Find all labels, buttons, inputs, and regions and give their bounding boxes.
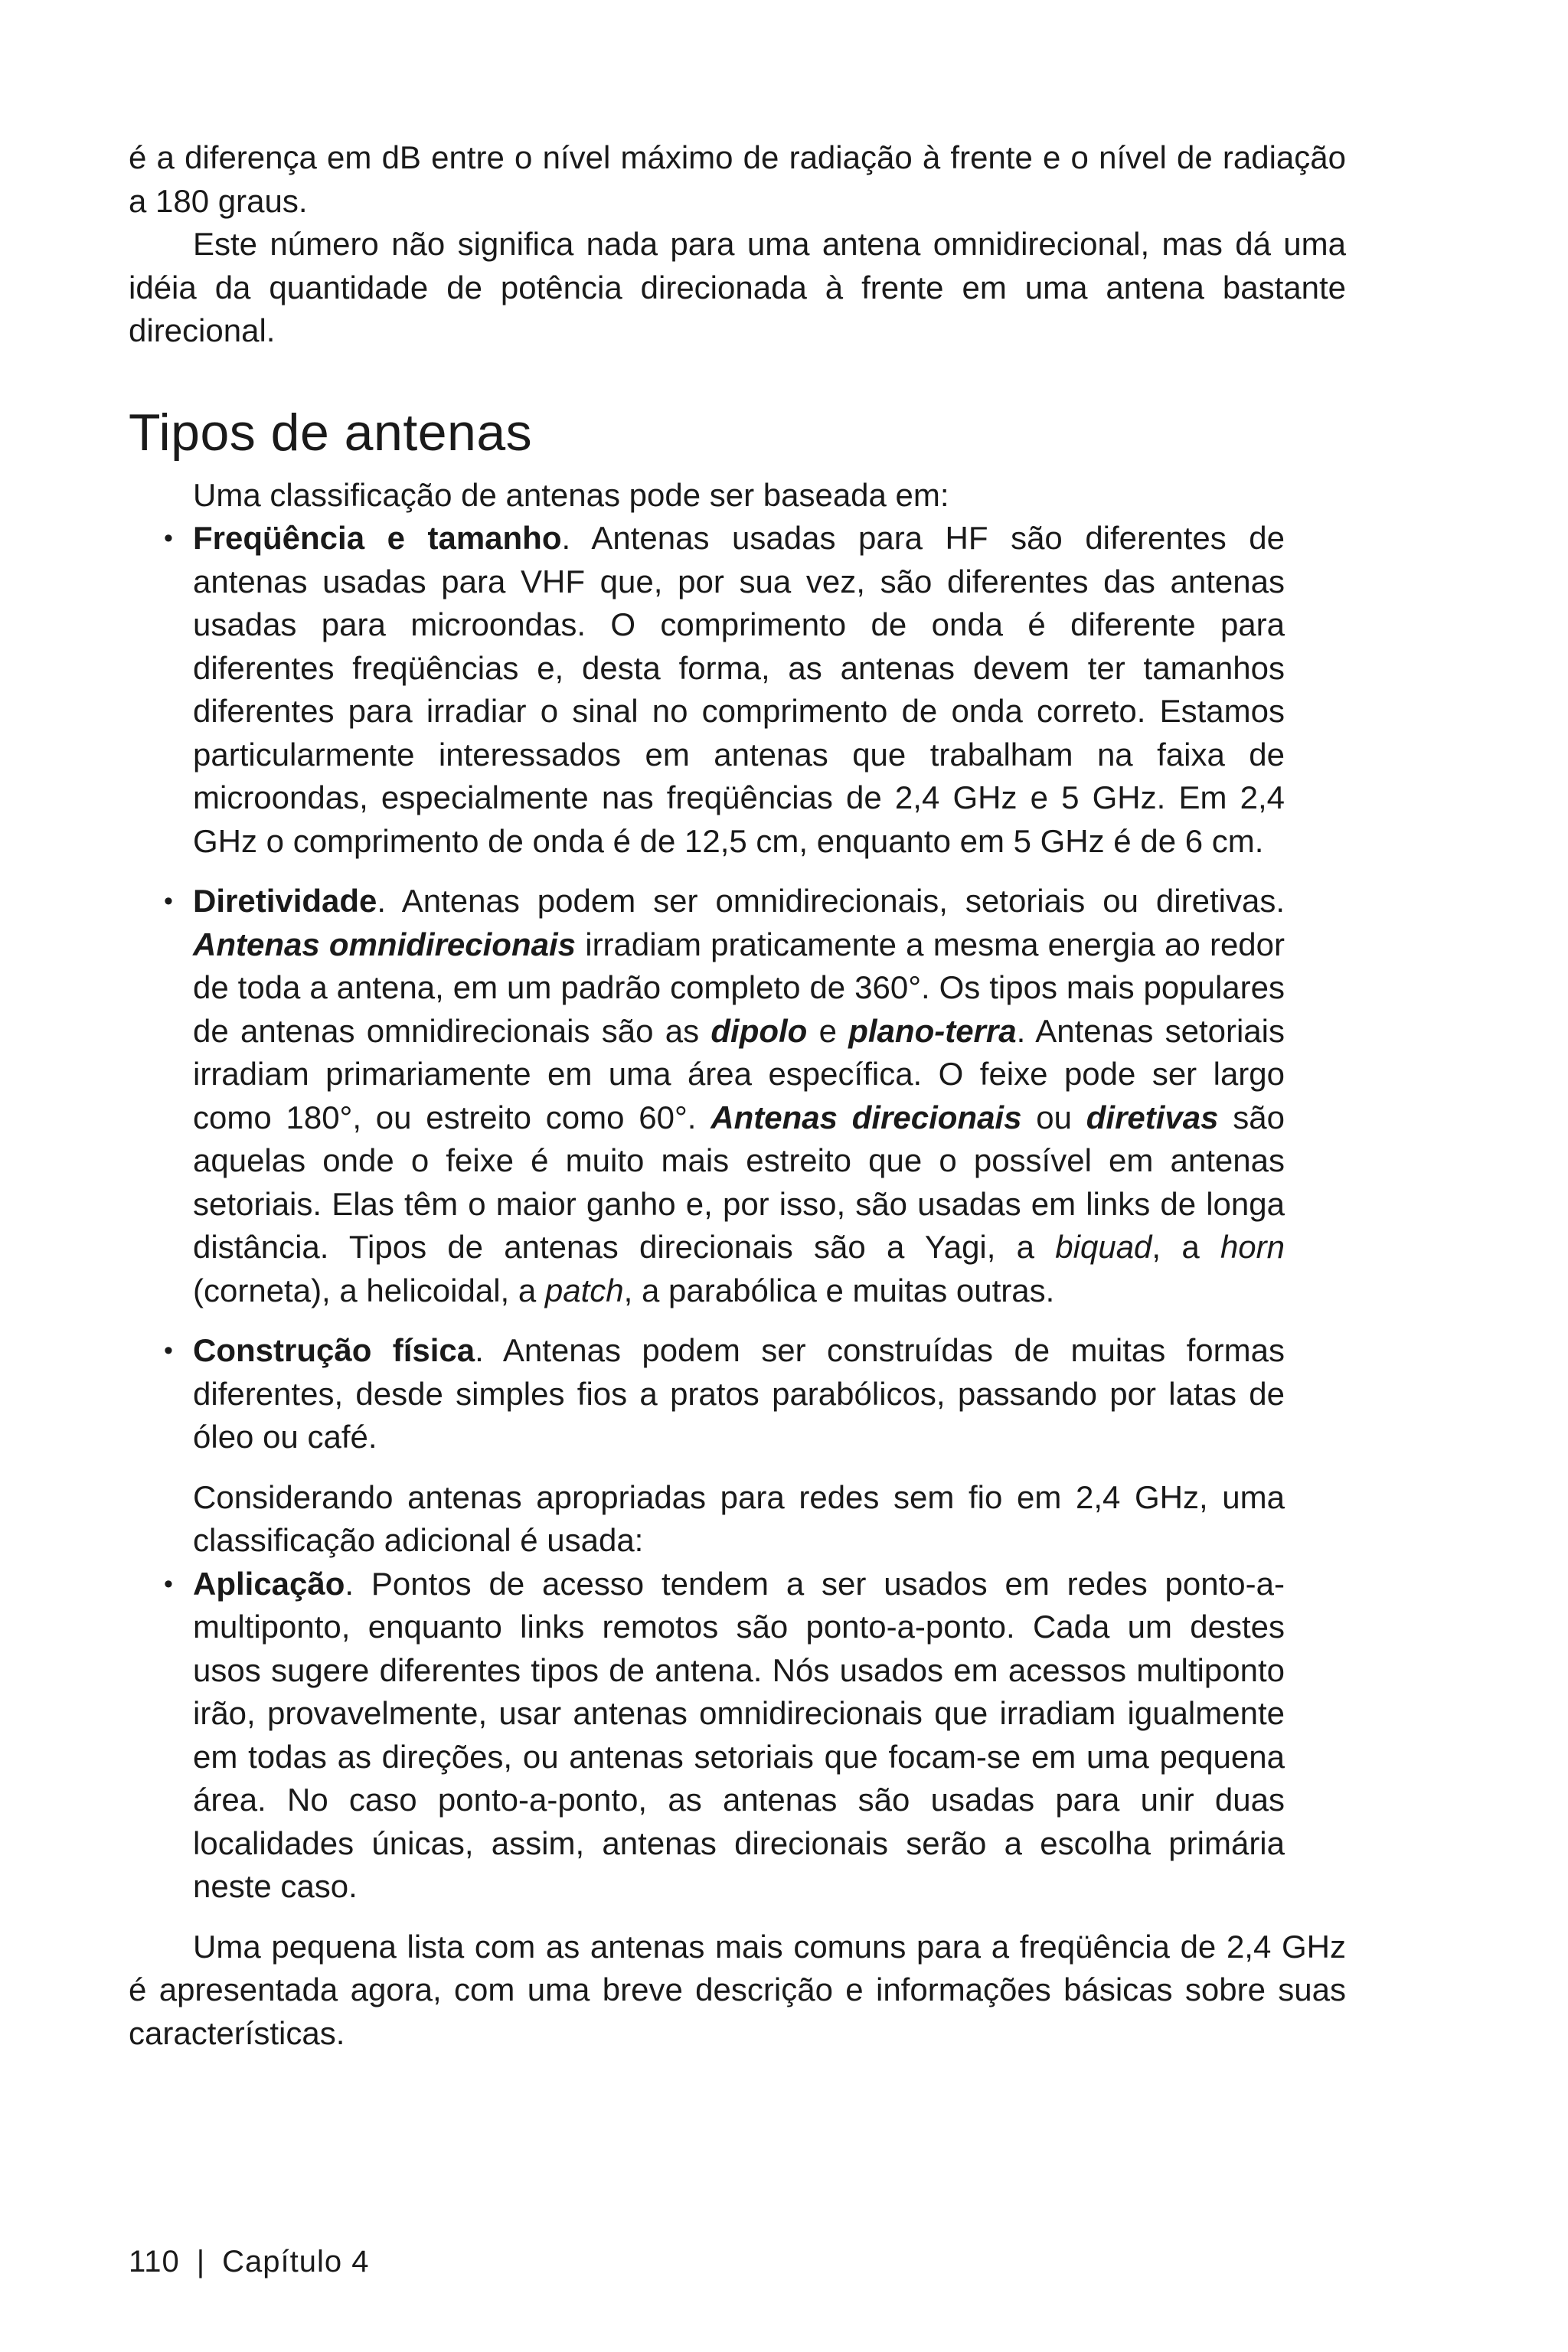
item-text: ou — [1021, 1099, 1086, 1135]
emphasis-text: diretivas — [1086, 1099, 1219, 1135]
item-text: . Antenas podem ser construídas de muitas formas diferentes, desde simples fios a pratos parabólicos, passando por latas de óleo ou café. — [193, 1332, 1285, 1455]
section-lead: Uma classificação de antenas pode ser baseada em: — [193, 476, 949, 513]
item-text: . Antenas podem ser omnidirecionais, setoriais ou diretivas. — [377, 883, 1285, 919]
closing-paragraph: Uma pequena lista com as antenas mais comuns para a freqüência de 2,4 GHz é apresentada agora, com uma breve descrição e informações básicas sobre suas características. — [129, 1928, 1346, 2051]
list-item-application — [164, 1563, 1285, 1909]
intro-paragraph-2: Este número não significa nada para uma antena omnidirecional, mas dá uma idéia da quantidade de potência direcionada à frente em uma antena bastante direcional. — [129, 226, 1346, 348]
middle-paragraph: Considerando antenas apropriadas para redes sem fio em 2,4 GHz, uma classificação adicional é usada: — [193, 1478, 1285, 1558]
italic-text: biquad — [1055, 1229, 1152, 1265]
page-content — [129, 136, 1346, 2055]
intro-paragraph-1: é a diferença em dB entre o nível máximo de radiação à frente e o nível de radiação a 180 graus. — [129, 139, 1346, 219]
term-construction: Construção física — [193, 1332, 475, 1368]
italic-text: horn — [1220, 1229, 1285, 1265]
item-text: (corneta), a helicoidal, a — [193, 1272, 545, 1308]
bullet-icon: • — [164, 524, 173, 553]
page-number: 110 — [129, 2245, 180, 2278]
list-item-frequency — [164, 517, 1285, 863]
term-application: Aplicação — [193, 1565, 345, 1602]
list-item-directivity — [164, 880, 1285, 1312]
item-text: irradiam praticamente a mesma energia ao redor de toda a antena, em um padrão completo de 360°. Os tipos mais populares de antenas omnidirecionais são as — [193, 926, 1285, 1049]
term-directivity: Diretividade — [193, 883, 377, 919]
item-text: são aquelas onde o feixe é muito mais estreito que o possível em antenas setoriais. Elas têm o maior ganho e, por isso, são usadas em links de longa distância. Tipos de antenas direcionais são a Yagi, a — [193, 1099, 1285, 1265]
bullet-icon: • — [164, 1569, 173, 1599]
emphasis-text: Antenas omnidirecionais — [193, 926, 577, 962]
bullet-icon: • — [164, 887, 173, 916]
bullet-icon: • — [164, 1336, 173, 1365]
emphasis-text: plano-terra — [848, 1012, 1017, 1049]
section-heading: Tipos de antenas — [129, 403, 533, 462]
item-text: . Antenas usadas para HF são diferentes de antenas usadas para VHF que, por sua vez, são diferentes das antenas usadas para microondas. O comprimento de onda é diferente para diferentes freqüências e, desta forma, as antenas devem ter tamanhos diferentes para irradiar o sinal no comprimento de onda correto. Estamos particularmente interessados em antenas que trabalham na faixa de microondas, especialmente nas freqüências de 2,4 GHz e 5 GHz. Em 2,4 GHz o comprimento de onda é de 12,5 cm, enquanto em 5 GHz é de 6 cm. — [193, 520, 1285, 859]
emphasis-text: dipolo — [710, 1012, 808, 1049]
item-text: . Pontos de acesso tendem a ser usados em redes ponto-a-multiponto, enquanto links remotos são ponto-a-ponto. Cada um destes usos sugere diferentes tipos de antena. Nós usados em acessos multiponto irão, provavelmente, usar antenas omnidirecionais que irradiam igualmente em todas as direções, ou antenas setoriais que focam-se em uma pequena área. No caso ponto-a-ponto, as antenas são usadas para unir duas localidades únicas, assim, antenas direcionais serão a escolha primária neste caso. — [193, 1565, 1285, 1904]
item-text: , a — [1152, 1229, 1220, 1265]
term-frequency: Freqüência e tamanho — [193, 520, 562, 556]
emphasis-text: Antenas direcionais — [710, 1099, 1022, 1135]
italic-text: patch — [544, 1272, 624, 1308]
chapter-label: Capítulo 4 — [222, 2245, 370, 2278]
page-footer — [129, 2243, 370, 2280]
application-list — [129, 1563, 1346, 1909]
item-text: . Antenas setoriais irradiam primariamente em uma área específica. O feixe pode ser largo como 180°, ou estreito como 60°. — [193, 1012, 1285, 1135]
classification-list — [129, 517, 1346, 1459]
list-item-construction — [164, 1329, 1285, 1459]
item-text: , a parabólica e muitas outras. — [623, 1272, 1055, 1308]
footer-separator: | — [196, 2245, 206, 2278]
item-text: e — [807, 1012, 849, 1049]
